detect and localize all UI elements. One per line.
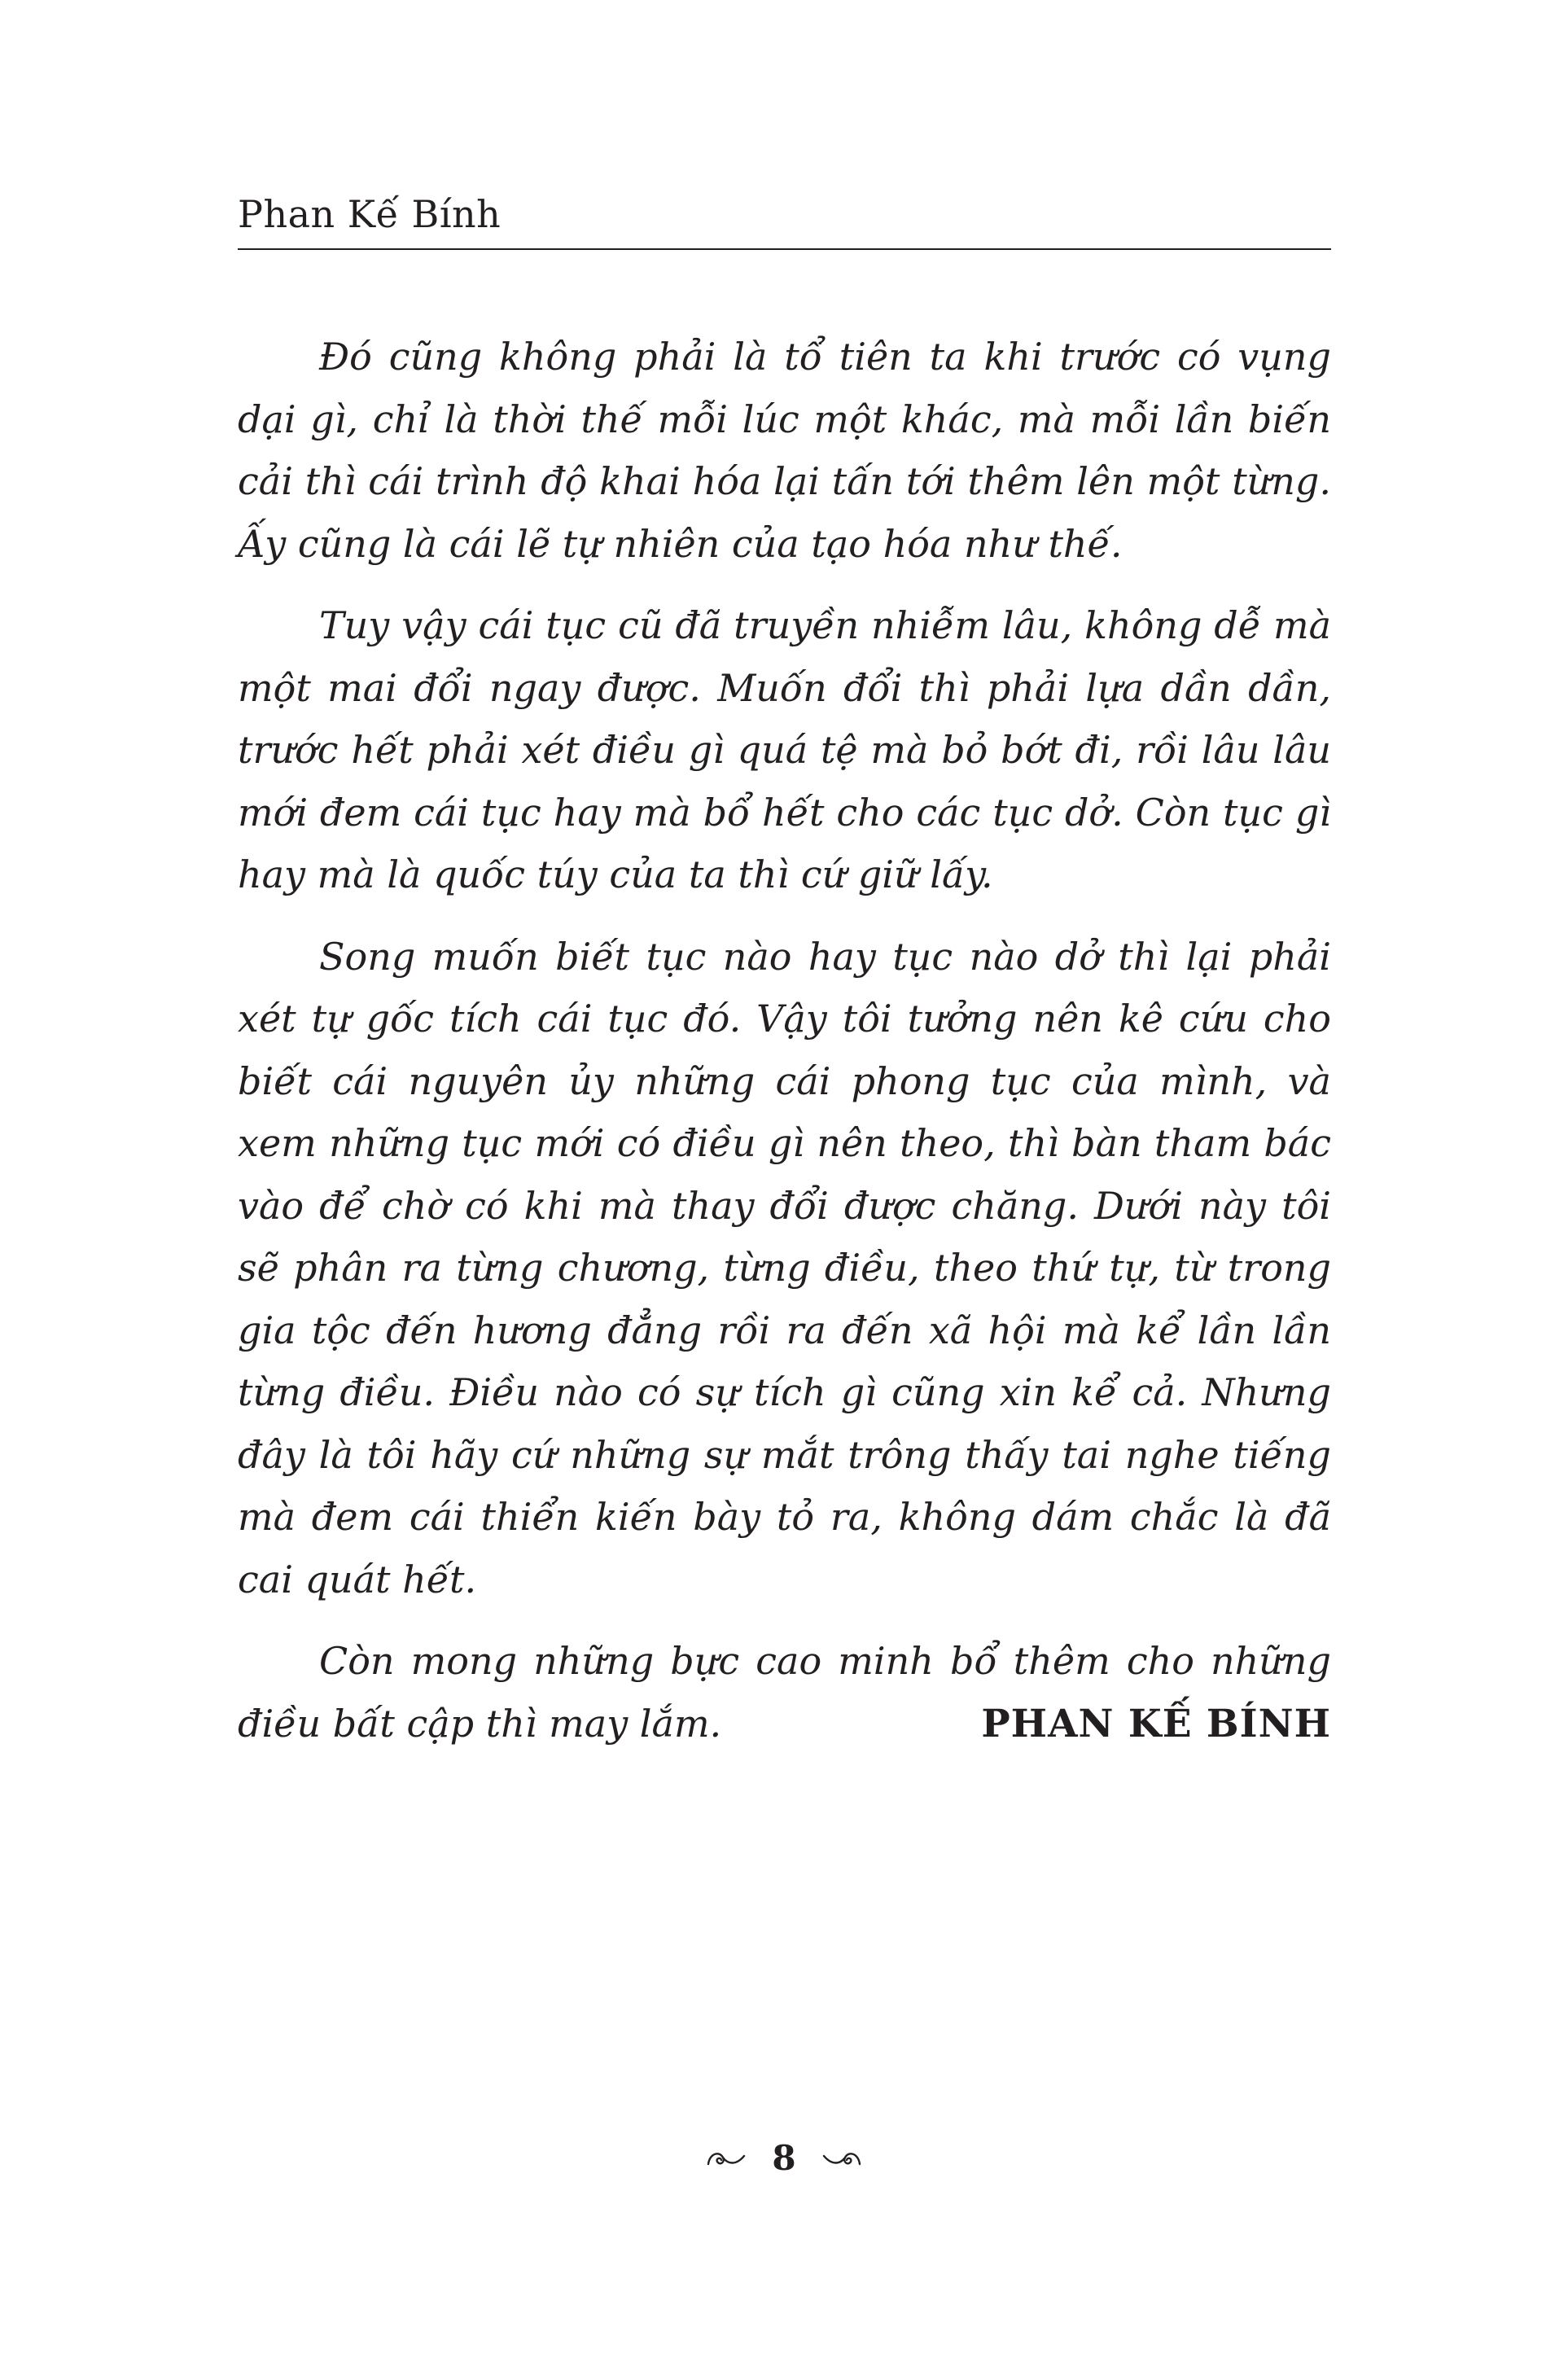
header-divider [238,248,1331,250]
page-number: 8 [772,2138,796,2178]
page-footer [0,2137,1568,2178]
body-text [238,326,1331,1774]
left-flourish-icon [705,2146,747,2171]
running-header-title: Phan Kế Bính [238,192,501,236]
right-flourish-icon [821,2146,863,2171]
paragraph-3: Song muốn biết tục nào hay tục nào dở thì lại phải xét tự gốc tích cái tục đó. Vậy tôi tưởng nên kê cứu cho biết cái nguyên ủy những cái phong tục của mình, và xem những tục mới có điều gì nên theo, thì bàn tham bác vào để chờ có khi mà thay đổi được chăng. Dưới này tôi sẽ phân ra từng chương, từng điều, theo thứ tự, từ trong gia tộc đến hương đẳng rồi ra đến xã hội mà kể lần lần từng điều. Điều nào có sự tích gì cũng xin kể cả. Nhưng đây là tôi hãy cứ những sự mắt trông thấy tai nghe tiếng mà đem cái thiển kiến bày tỏ ra, không dám chắc là đã cai quát hết. [238,934,1331,1601]
author-signature: PHAN KẾ BÍNH [981,1702,1331,1746]
paragraph-1: Đó cũng không phải là tổ tiên ta khi trước có vụng dại gì, chỉ là thời thế mỗi lúc một khác, mà mỗi lần biến cải thì cái trình độ khai hóa lại tấn tới thêm lên một từng. Ấy cũng là cái lẽ tự nhiên của tạo hóa như thế. [238,335,1331,566]
paragraph-2: Tuy vậy cái tục cũ đã truyền nhiễm lâu, không dễ mà một mai đổi ngay được. Muốn đổi thì phải lựa dần dần, trước hết phải xét điều gì quá tệ mà bỏ bớt đi, rồi lâu lâu mới đem cái tục hay mà bổ hết cho các tục dở. Còn tục gì hay mà là quốc túy của ta thì cứ giữ lấy. [238,603,1331,896]
paragraph-4: Còn mong những bực cao minh bổ thêm cho những điều bất cập thì may lắm. [238,1639,1331,1746]
